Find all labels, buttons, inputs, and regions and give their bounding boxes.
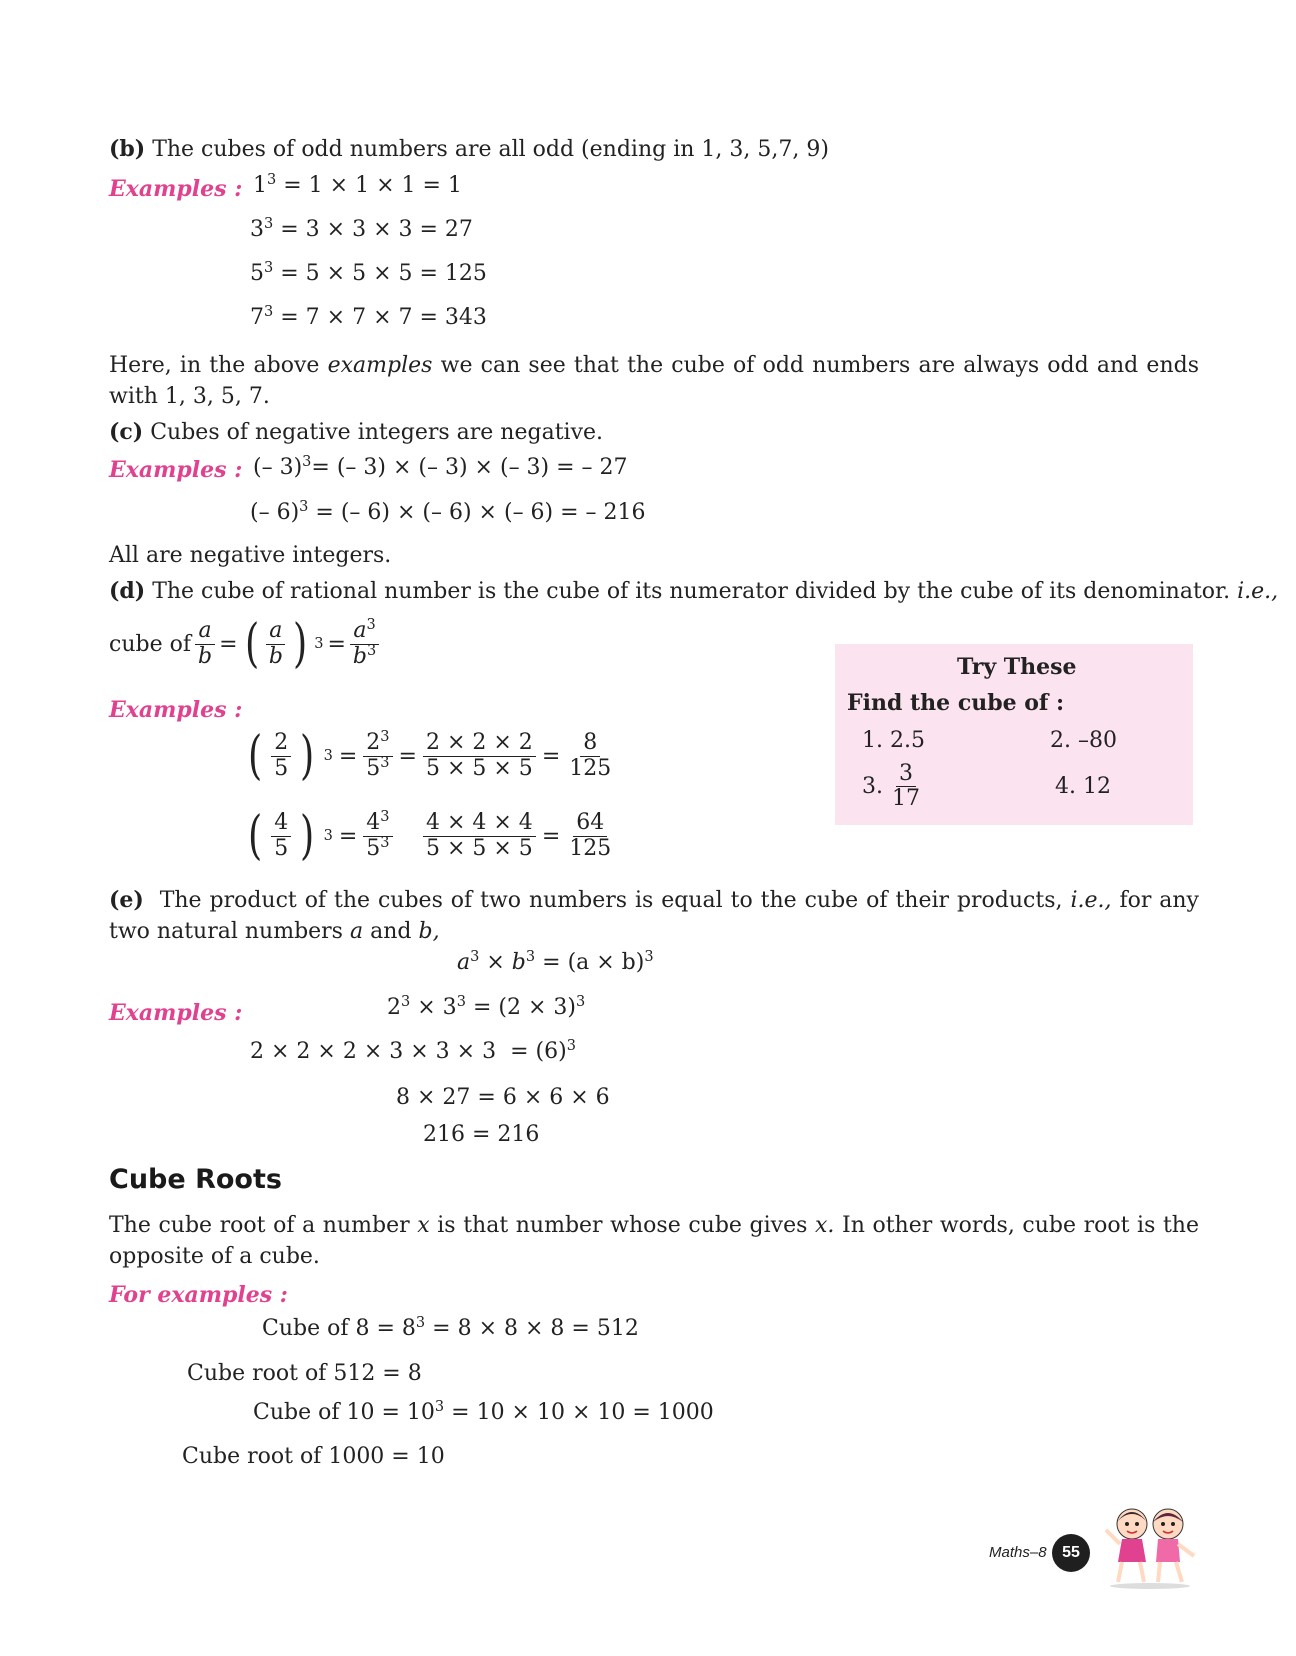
cube-root-example: Cube of $8 = 8^3 = 8 \times 8 \times 8 = 512$ <box>262 1315 639 1341</box>
examples-label: Examples : <box>109 697 243 723</box>
examples-label: Examples : <box>109 176 243 202</box>
cube-roots-intro: The cube root of a number x is that number whose cube gives x. In other words, cube root is the opposite of a cube. <box>109 1213 1199 1269</box>
example-row: $5^3 = 5 \times 5 \times 5 = 125$ <box>250 260 487 286</box>
try-question: 3. $\frac{3}{17}$ <box>862 761 920 812</box>
kids-illustration <box>1100 1500 1200 1590</box>
product-example-line: 216 = 216 <box>423 1122 540 1147</box>
cube-root-example: Cube of $10 = 10^3 = 10 \times 10 \times 10 = 1000$ <box>253 1399 714 1425</box>
section-c-note: All are negative integers. <box>109 543 392 568</box>
cube-roots-heading: Cube Roots <box>109 1164 282 1195</box>
product-example-line: 8 × 27 = 6 × 6 × 6 <box>396 1085 610 1110</box>
product-example-line: $2^3 \times 3^3 = (2 \times 3)^3$ <box>387 994 586 1020</box>
cube-root-example: Cube root of 512 = 8 <box>187 1361 422 1386</box>
example-row: $3^3 = 3 \times 3 \times 3 = 27$ <box>250 216 473 242</box>
example-row: (– 6)$^3$ = (– 6) × (– 6) × (– 6) = – 216 <box>250 499 646 525</box>
try-question: 2. –80 <box>1050 728 1117 753</box>
try-these-title: Try These <box>957 654 1077 680</box>
section-e-text: (e) The product of the cubes of two numbers is equal to the cube of their products, i.e., for any two natural numbers a and b, <box>109 887 1199 944</box>
example-row: (– 3)$^3$= (– 3) × (– 3) × (– 3) = – 27 <box>253 454 628 480</box>
rational-cube-formula: cube of $\frac{a}{b}$ = ( $\frac{a}{b}$ ) 3 = $\frac{a^3}{b^3}$ <box>109 618 379 670</box>
examples-label: Examples : <box>109 1000 243 1026</box>
try-these-prompt: Find the cube of : <box>847 690 1065 716</box>
rational-example-1: ( $\frac{2}{5}$ ) 3 = $\frac{2^3}{5^3}$ = $\frac{2 \times 2 \times 2}{5 \times 5 \times 5}$ = $\frac{8}{125}$ <box>248 726 612 786</box>
section-d-heading: (d) The cube of rational number is the cube of its numerator divided by the cube of its denominator. i.e., <box>109 578 1279 604</box>
cube-root-example: Cube root of 1000 = 10 <box>182 1444 445 1469</box>
section-label: (b) <box>109 136 146 162</box>
section-text: The cubes of odd numbers are all odd (ending in 1, 3, 5,7, 9) <box>152 137 829 162</box>
examples-label: Examples : <box>109 457 243 483</box>
try-question: 1. 2.5 <box>862 728 925 753</box>
example-row: $1^3 = 1 \times 1 \times 1 = 1$ <box>253 172 462 198</box>
book-label: Maths–8 <box>989 1544 1047 1561</box>
page-number: 55 <box>1052 1534 1090 1572</box>
for-examples-label: For examples : <box>109 1282 288 1308</box>
rational-example-2: ( $\frac{4}{5}$ ) 3 = $\frac{4^3}{5^3}$ $\frac{4 \times 4 \times 4}{5 \times 5 \times 5}$ = $\frac{64}{125}$ <box>248 806 612 866</box>
section-b-heading <box>109 136 829 162</box>
section-c-heading: (c) Cubes of negative integers are negative. <box>109 419 604 445</box>
section-b-note: Here, in the above examples we can see that the cube of odd numbers are always odd and ends with 1, 3, 5, 7. <box>109 353 1199 409</box>
example-row: $7^3 = 7 \times 7 \times 7 = 343$ <box>250 304 487 330</box>
try-question: 4. 12 <box>1055 774 1111 799</box>
try-these-box <box>835 644 1193 825</box>
product-formula: $a^3 \times b^3 = (a \times b)^3$ <box>457 949 654 975</box>
product-example-line: $2 \times 2 \times 2 \times 3 \times 3 \times 3 = (6)^3$ <box>250 1038 576 1064</box>
